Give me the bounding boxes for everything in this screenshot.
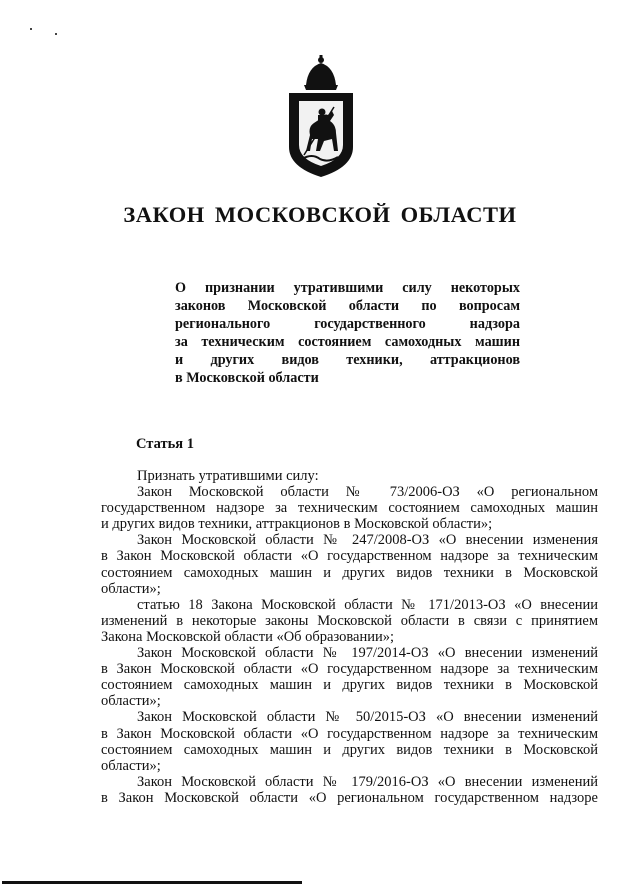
body-line: в Закон Московской области «О государственном надзоре за техническим xyxy=(101,725,598,742)
body-line: области»; xyxy=(101,693,161,710)
law-subject xyxy=(175,279,520,387)
body-line: Закон Московской области № 50/2015-ОЗ «О внесении изменений xyxy=(137,709,598,726)
body-line: области»; xyxy=(101,757,161,774)
article-body xyxy=(101,468,598,806)
body-line: области»; xyxy=(101,580,161,597)
body-line: состоянием самоходных машин и других видов техники в Московской xyxy=(101,677,598,694)
body-line: Закон Московской области № 197/2014-ОЗ «О внесении изменений xyxy=(137,645,598,662)
body-line: Закон Московской области № 73/2006-ОЗ «О региональном xyxy=(137,484,598,501)
subject-line: законов Московской области по вопросам xyxy=(175,298,520,314)
body-line: в Закон Московской области «О региональном государственном надзоре xyxy=(101,789,598,806)
page-bottom-edge xyxy=(2,881,302,884)
body-line: Закон Московской области № 247/2008-ОЗ «О внесении изменения xyxy=(137,532,598,549)
body-line: состоянием самоходных машин и других видов техники в Московской xyxy=(101,564,598,581)
subject-line: в Московской области xyxy=(175,370,319,386)
moscow-oblast-coat-of-arms-icon xyxy=(286,55,356,178)
subject-line: и других видов техники, аттракционов xyxy=(175,352,520,368)
body-line: в Закон Московской области «О государственном надзоре за техническим xyxy=(101,548,598,565)
law-title: ЗАКОН МОСКОВСКОЙ ОБЛАСТИ xyxy=(123,202,517,227)
body-line: Закон Московской области № 179/2016-ОЗ «О внесении изменений xyxy=(137,773,598,790)
body-line: статью 18 Закона Московской области № 171/2013-ОЗ «О внесении xyxy=(137,596,598,613)
subject-line: регионального государственного надзора xyxy=(175,316,520,332)
scan-speck xyxy=(55,33,57,35)
body-line: и других видов техники, аттракционов в Московской области»; xyxy=(101,516,493,533)
body-line: государственном надзоре за техническим состоянием самоходных машин xyxy=(101,500,598,517)
body-line: в Закон Московской области «О государственном надзоре за техническим xyxy=(101,661,598,678)
body-line: изменений в некоторые законы Московской области в связи с принятием xyxy=(101,612,598,629)
body-line: состоянием самоходных машин и других видов техники в Московской xyxy=(101,741,598,758)
body-line: Признать утратившими силу: xyxy=(137,468,319,484)
subject-line: за техническим состоянием самоходных машин xyxy=(175,334,520,350)
body-line: Закона Московской области «Об образовании»; xyxy=(101,628,395,645)
scan-speck xyxy=(30,28,32,30)
article-heading: Статья 1 xyxy=(136,436,194,452)
subject-line: О признании утратившими силу некоторых xyxy=(175,280,520,296)
